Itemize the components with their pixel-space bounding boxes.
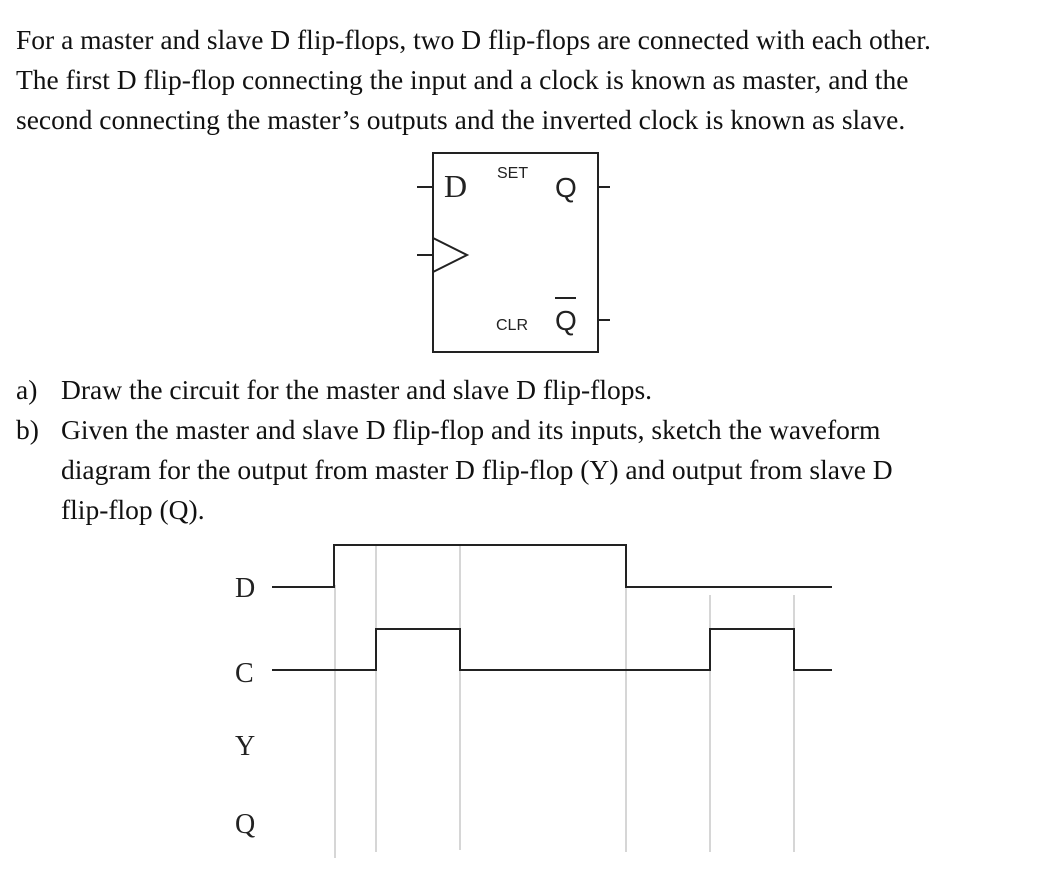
question-label: a) bbox=[16, 374, 38, 405]
question-b bbox=[16, 410, 1046, 530]
set-pin-label: SET bbox=[497, 165, 529, 182]
question-label: b) bbox=[16, 414, 39, 445]
intro-paragraph bbox=[16, 20, 1046, 140]
d-signal-label: D bbox=[235, 573, 256, 604]
question-line: diagram for the output from master D flip-flop (Y) and output from slave D bbox=[61, 454, 893, 485]
guide-lines bbox=[335, 545, 794, 858]
y-signal-label: Y bbox=[235, 731, 256, 762]
question-line: flip-flop (Q). bbox=[61, 494, 205, 525]
d-flipflop-symbol bbox=[410, 150, 610, 360]
question-a bbox=[16, 370, 1046, 410]
question-line: Draw the circuit for the master and slave D flip-flops. bbox=[61, 374, 653, 405]
clock-triangle-icon bbox=[433, 238, 467, 272]
c-signal-trace bbox=[272, 629, 832, 670]
q-signal-label: Q bbox=[235, 809, 256, 840]
question-list bbox=[16, 370, 1046, 530]
question-line: Given the master and slave D flip-flop and its inputs, sketch the waveform bbox=[61, 414, 881, 445]
d-signal-trace bbox=[272, 545, 832, 587]
intro-line: For a master and slave D flip-flops, two D flip-flops are connected with each other. bbox=[16, 24, 931, 55]
waveform-diagram bbox=[0, 530, 1056, 878]
intro-line: The first D flip-flop connecting the input and a clock is known as master, and the bbox=[16, 64, 909, 95]
intro-line: second connecting the master’s outputs and the inverted clock is known as slave. bbox=[16, 104, 906, 135]
clr-pin-label: CLR bbox=[496, 317, 529, 334]
qbar-pin-label: Q bbox=[555, 305, 577, 336]
q-pin-label: Q bbox=[555, 172, 577, 203]
c-signal-label: C bbox=[235, 658, 254, 689]
d-pin-label: D bbox=[444, 168, 468, 204]
